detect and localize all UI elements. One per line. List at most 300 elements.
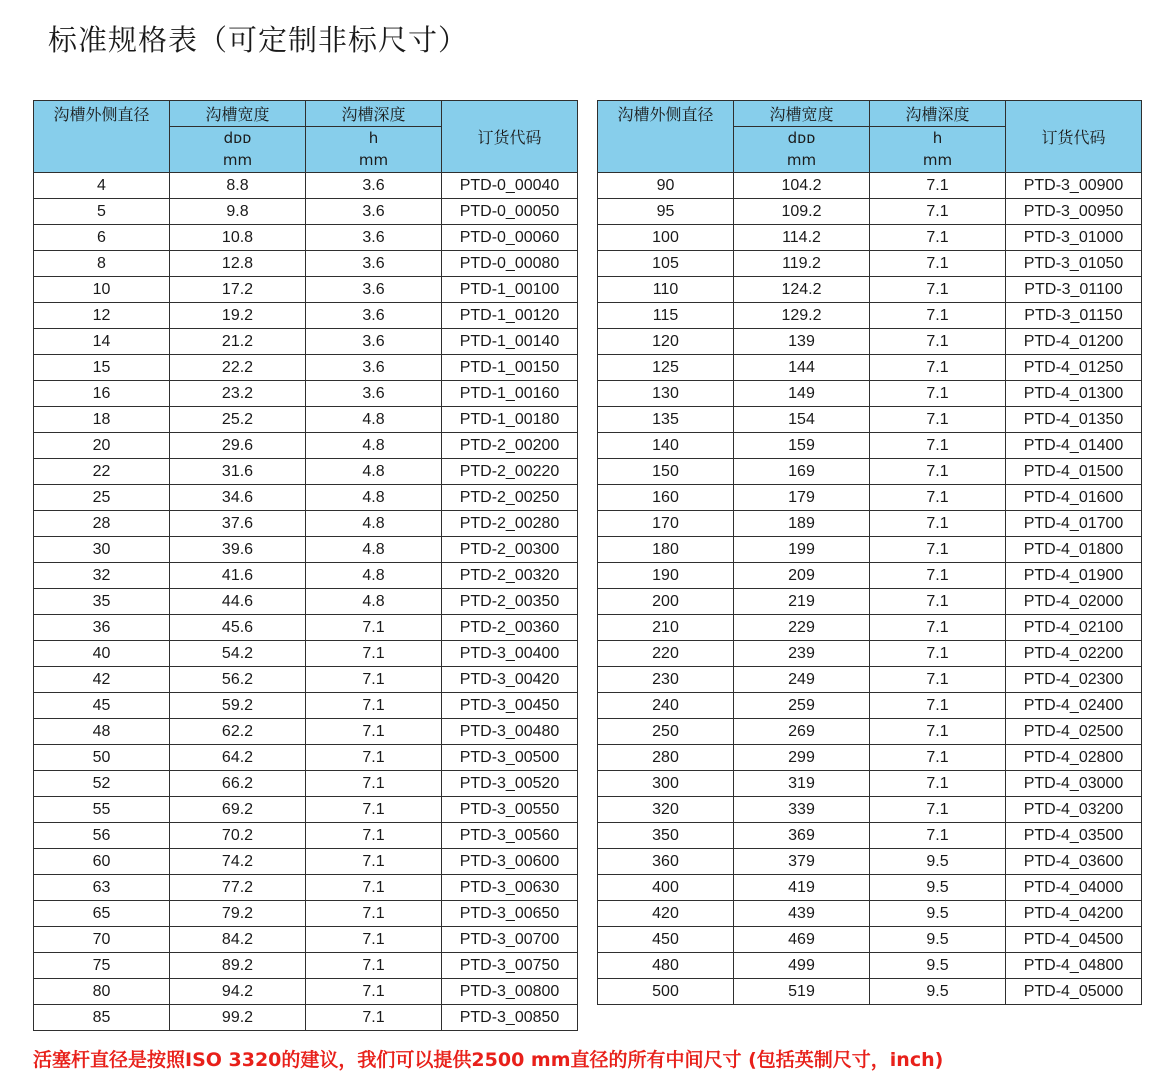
cell-outer-diameter: 55 — [34, 797, 170, 823]
cell-groove-depth: 7.1 — [870, 693, 1006, 719]
cell-outer-diameter: 110 — [598, 277, 734, 303]
spec-table-right — [597, 100, 1142, 1005]
cell-groove-depth: 7.1 — [306, 667, 442, 693]
table-row — [598, 277, 1142, 303]
cell-order-code: PTD-4_04500 — [1006, 927, 1142, 953]
cell-groove-width: 12.8 — [170, 251, 306, 277]
cell-groove-depth: 7.1 — [870, 745, 1006, 771]
cell-outer-diameter: 42 — [34, 667, 170, 693]
cell-groove-depth: 7.1 — [870, 485, 1006, 511]
cell-groove-depth: 9.5 — [870, 927, 1006, 953]
table-row — [34, 511, 578, 537]
cell-groove-depth: 3.6 — [306, 173, 442, 199]
cell-groove-width: 379 — [734, 849, 870, 875]
cell-groove-depth: 7.1 — [306, 823, 442, 849]
cell-groove-width: 239 — [734, 641, 870, 667]
cell-groove-depth: 7.1 — [870, 823, 1006, 849]
cell-order-code: PTD-0_00050 — [442, 199, 578, 225]
cell-order-code: PTD-3_00520 — [442, 771, 578, 797]
cell-groove-depth: 3.6 — [306, 381, 442, 407]
cell-outer-diameter: 48 — [34, 719, 170, 745]
cell-groove-depth: 7.1 — [306, 953, 442, 979]
cell-outer-diameter: 350 — [598, 823, 734, 849]
table-row — [34, 849, 578, 875]
cell-outer-diameter: 35 — [34, 589, 170, 615]
table-row — [598, 693, 1142, 719]
cell-order-code: PTD-1_00120 — [442, 303, 578, 329]
cell-outer-diameter: 400 — [598, 875, 734, 901]
table-row — [34, 641, 578, 667]
cell-outer-diameter: 25 — [34, 485, 170, 511]
table-row — [34, 797, 578, 823]
table-row — [598, 563, 1142, 589]
cell-order-code: PTD-2_00280 — [442, 511, 578, 537]
cell-groove-width: 499 — [734, 953, 870, 979]
table-row — [34, 719, 578, 745]
cell-outer-diameter: 360 — [598, 849, 734, 875]
header-depth-unit: mm — [870, 148, 1006, 173]
cell-groove-width: 45.6 — [170, 615, 306, 641]
header-width-symbol: dᴅᴅ — [170, 127, 306, 149]
cell-outer-diameter: 15 — [34, 355, 170, 381]
cell-groove-width: 199 — [734, 537, 870, 563]
cell-outer-diameter: 16 — [34, 381, 170, 407]
cell-outer-diameter: 150 — [598, 459, 734, 485]
cell-groove-width: 59.2 — [170, 693, 306, 719]
table-row — [34, 667, 578, 693]
cell-groove-width: 124.2 — [734, 277, 870, 303]
cell-groove-depth: 7.1 — [870, 589, 1006, 615]
cell-groove-depth: 4.8 — [306, 537, 442, 563]
header-outer-diameter: 沟槽外侧直径 — [34, 101, 170, 127]
cell-groove-width: 419 — [734, 875, 870, 901]
cell-groove-width: 99.2 — [170, 1005, 306, 1031]
cell-groove-depth: 4.8 — [306, 433, 442, 459]
cell-groove-width: 19.2 — [170, 303, 306, 329]
cell-groove-depth: 9.5 — [870, 875, 1006, 901]
cell-outer-diameter: 20 — [34, 433, 170, 459]
table-row — [598, 485, 1142, 511]
cell-order-code: PTD-4_02800 — [1006, 745, 1142, 771]
cell-order-code: PTD-4_02200 — [1006, 641, 1142, 667]
cell-groove-width: 89.2 — [170, 953, 306, 979]
table-row — [34, 979, 578, 1005]
cell-outer-diameter: 6 — [34, 225, 170, 251]
cell-order-code: PTD-4_03000 — [1006, 771, 1142, 797]
cell-order-code: PTD-2_00200 — [442, 433, 578, 459]
cell-groove-width: 64.2 — [170, 745, 306, 771]
cell-groove-width: 34.6 — [170, 485, 306, 511]
cell-outer-diameter: 85 — [34, 1005, 170, 1031]
table-row — [34, 1005, 578, 1031]
table-row — [34, 225, 578, 251]
cell-outer-diameter: 4 — [34, 173, 170, 199]
cell-order-code: PTD-3_00800 — [442, 979, 578, 1005]
cell-groove-depth: 7.1 — [306, 979, 442, 1005]
table-row — [34, 875, 578, 901]
cell-order-code: PTD-3_00650 — [442, 901, 578, 927]
cell-outer-diameter: 75 — [34, 953, 170, 979]
table-row — [598, 719, 1142, 745]
cell-outer-diameter: 480 — [598, 953, 734, 979]
cell-order-code: PTD-4_04200 — [1006, 901, 1142, 927]
table-row — [34, 927, 578, 953]
cell-groove-depth: 7.1 — [870, 771, 1006, 797]
cell-order-code: PTD-3_00560 — [442, 823, 578, 849]
cell-order-code: PTD-4_02000 — [1006, 589, 1142, 615]
cell-order-code: PTD-3_01050 — [1006, 251, 1142, 277]
cell-order-code: PTD-2_00350 — [442, 589, 578, 615]
header-blank — [34, 127, 170, 149]
cell-groove-depth: 3.6 — [306, 303, 442, 329]
table-row — [598, 511, 1142, 537]
cell-groove-depth: 7.1 — [306, 719, 442, 745]
cell-outer-diameter: 52 — [34, 771, 170, 797]
cell-groove-width: 22.2 — [170, 355, 306, 381]
cell-order-code: PTD-3_01150 — [1006, 303, 1142, 329]
cell-groove-width: 56.2 — [170, 667, 306, 693]
table-row — [598, 979, 1142, 1005]
spec-table-left — [33, 100, 578, 1031]
cell-order-code: PTD-4_01350 — [1006, 407, 1142, 433]
header-depth-symbol: h — [870, 127, 1006, 149]
cell-groove-depth: 9.5 — [870, 849, 1006, 875]
cell-outer-diameter: 130 — [598, 381, 734, 407]
header-order-code: 订货代码 — [442, 101, 578, 173]
cell-groove-width: 94.2 — [170, 979, 306, 1005]
table-row — [598, 303, 1142, 329]
cell-order-code: PTD-4_04000 — [1006, 875, 1142, 901]
cell-order-code: PTD-4_03200 — [1006, 797, 1142, 823]
header-blank — [34, 148, 170, 173]
cell-groove-depth: 7.1 — [306, 745, 442, 771]
cell-groove-width: 139 — [734, 329, 870, 355]
cell-groove-depth: 3.6 — [306, 355, 442, 381]
cell-groove-depth: 7.1 — [870, 719, 1006, 745]
header-groove-width: 沟槽宽度 — [734, 101, 870, 127]
cell-outer-diameter: 60 — [34, 849, 170, 875]
cell-outer-diameter: 8 — [34, 251, 170, 277]
cell-order-code: PTD-4_02300 — [1006, 667, 1142, 693]
cell-order-code: PTD-4_03500 — [1006, 823, 1142, 849]
cell-order-code: PTD-4_01800 — [1006, 537, 1142, 563]
cell-order-code: PTD-4_01250 — [1006, 355, 1142, 381]
cell-groove-width: 189 — [734, 511, 870, 537]
cell-groove-depth: 7.1 — [870, 355, 1006, 381]
cell-groove-depth: 7.1 — [306, 1005, 442, 1031]
cell-groove-width: 39.6 — [170, 537, 306, 563]
cell-groove-depth: 7.1 — [306, 901, 442, 927]
cell-outer-diameter: 10 — [34, 277, 170, 303]
table-row — [598, 641, 1142, 667]
cell-groove-width: 439 — [734, 901, 870, 927]
cell-groove-width: 169 — [734, 459, 870, 485]
cell-outer-diameter: 12 — [34, 303, 170, 329]
cell-outer-diameter: 90 — [598, 173, 734, 199]
cell-groove-width: 41.6 — [170, 563, 306, 589]
cell-groove-depth: 3.6 — [306, 199, 442, 225]
cell-order-code: PTD-4_05000 — [1006, 979, 1142, 1005]
table-row — [34, 823, 578, 849]
cell-order-code: PTD-2_00250 — [442, 485, 578, 511]
cell-groove-width: 339 — [734, 797, 870, 823]
cell-groove-depth: 7.1 — [870, 225, 1006, 251]
table-row — [598, 615, 1142, 641]
table-row — [34, 303, 578, 329]
cell-groove-width: 249 — [734, 667, 870, 693]
cell-groove-width: 69.2 — [170, 797, 306, 823]
page-title: 标准规格表（可定制非标尺寸） — [48, 23, 469, 57]
cell-groove-depth: 7.1 — [306, 615, 442, 641]
cell-outer-diameter: 135 — [598, 407, 734, 433]
cell-groove-width: 129.2 — [734, 303, 870, 329]
table-row — [34, 485, 578, 511]
cell-groove-depth: 7.1 — [870, 511, 1006, 537]
cell-groove-depth: 7.1 — [870, 329, 1006, 355]
cell-groove-width: 23.2 — [170, 381, 306, 407]
table-row — [598, 407, 1142, 433]
table-row — [598, 823, 1142, 849]
cell-groove-depth: 7.1 — [870, 199, 1006, 225]
cell-groove-depth: 9.5 — [870, 953, 1006, 979]
header-width-unit: mm — [170, 148, 306, 173]
cell-outer-diameter: 280 — [598, 745, 734, 771]
header-width-unit: mm — [734, 148, 870, 173]
cell-groove-width: 104.2 — [734, 173, 870, 199]
cell-groove-depth: 7.1 — [306, 849, 442, 875]
cell-groove-width: 219 — [734, 589, 870, 615]
table-row — [34, 407, 578, 433]
cell-order-code: PTD-3_00420 — [442, 667, 578, 693]
cell-outer-diameter: 18 — [34, 407, 170, 433]
cell-groove-depth: 7.1 — [306, 797, 442, 823]
cell-groove-width: 319 — [734, 771, 870, 797]
cell-groove-width: 66.2 — [170, 771, 306, 797]
header-groove-width: 沟槽宽度 — [170, 101, 306, 127]
cell-order-code: PTD-2_00360 — [442, 615, 578, 641]
table-row — [34, 745, 578, 771]
cell-groove-depth: 9.5 — [870, 979, 1006, 1005]
cell-groove-depth: 7.1 — [870, 667, 1006, 693]
cell-groove-depth: 7.1 — [870, 537, 1006, 563]
cell-outer-diameter: 45 — [34, 693, 170, 719]
cell-groove-width: 70.2 — [170, 823, 306, 849]
cell-groove-width: 37.6 — [170, 511, 306, 537]
table-row — [34, 459, 578, 485]
cell-order-code: PTD-4_01300 — [1006, 381, 1142, 407]
cell-groove-width: 369 — [734, 823, 870, 849]
cell-outer-diameter: 105 — [598, 251, 734, 277]
cell-order-code: PTD-3_01100 — [1006, 277, 1142, 303]
cell-outer-diameter: 220 — [598, 641, 734, 667]
cell-groove-width: 8.8 — [170, 173, 306, 199]
table-row — [598, 927, 1142, 953]
cell-groove-width: 31.6 — [170, 459, 306, 485]
cell-groove-width: 119.2 — [734, 251, 870, 277]
table-row — [34, 901, 578, 927]
cell-outer-diameter: 125 — [598, 355, 734, 381]
cell-groove-width: 9.8 — [170, 199, 306, 225]
cell-outer-diameter: 140 — [598, 433, 734, 459]
cell-outer-diameter: 63 — [34, 875, 170, 901]
cell-outer-diameter: 420 — [598, 901, 734, 927]
cell-order-code: PTD-3_00400 — [442, 641, 578, 667]
cell-order-code: PTD-3_00850 — [442, 1005, 578, 1031]
cell-groove-depth: 7.1 — [870, 251, 1006, 277]
cell-outer-diameter: 36 — [34, 615, 170, 641]
cell-groove-width: 179 — [734, 485, 870, 511]
table-row — [34, 277, 578, 303]
table-row — [34, 563, 578, 589]
cell-groove-depth: 4.8 — [306, 485, 442, 511]
cell-order-code: PTD-3_01000 — [1006, 225, 1142, 251]
table-row — [598, 329, 1142, 355]
cell-outer-diameter: 32 — [34, 563, 170, 589]
cell-groove-width: 77.2 — [170, 875, 306, 901]
cell-outer-diameter: 50 — [34, 745, 170, 771]
cell-outer-diameter: 300 — [598, 771, 734, 797]
cell-groove-width: 149 — [734, 381, 870, 407]
cell-groove-width: 21.2 — [170, 329, 306, 355]
table-row — [34, 251, 578, 277]
cell-groove-depth: 7.1 — [870, 615, 1006, 641]
cell-outer-diameter: 95 — [598, 199, 734, 225]
cell-outer-diameter: 5 — [34, 199, 170, 225]
table-row — [34, 953, 578, 979]
cell-order-code: PTD-0_00040 — [442, 173, 578, 199]
cell-groove-depth: 7.1 — [870, 277, 1006, 303]
cell-groove-depth: 7.1 — [870, 173, 1006, 199]
cell-order-code: PTD-4_01400 — [1006, 433, 1142, 459]
cell-outer-diameter: 14 — [34, 329, 170, 355]
cell-order-code: PTD-2_00300 — [442, 537, 578, 563]
cell-groove-depth: 3.6 — [306, 225, 442, 251]
table-row — [598, 849, 1142, 875]
cell-groove-width: 54.2 — [170, 641, 306, 667]
table-row — [34, 329, 578, 355]
cell-order-code: PTD-3_00500 — [442, 745, 578, 771]
table-row — [34, 693, 578, 719]
cell-outer-diameter: 250 — [598, 719, 734, 745]
cell-groove-width: 62.2 — [170, 719, 306, 745]
cell-outer-diameter: 180 — [598, 537, 734, 563]
table-row — [598, 251, 1142, 277]
cell-order-code: PTD-3_00900 — [1006, 173, 1142, 199]
cell-order-code: PTD-4_01500 — [1006, 459, 1142, 485]
cell-outer-diameter: 450 — [598, 927, 734, 953]
cell-groove-width: 154 — [734, 407, 870, 433]
cell-order-code: PTD-4_02400 — [1006, 693, 1142, 719]
cell-outer-diameter: 80 — [34, 979, 170, 1005]
cell-groove-depth: 4.8 — [306, 459, 442, 485]
cell-outer-diameter: 320 — [598, 797, 734, 823]
cell-outer-diameter: 30 — [34, 537, 170, 563]
table-row — [598, 381, 1142, 407]
cell-order-code: PTD-1_00100 — [442, 277, 578, 303]
cell-order-code: PTD-3_00950 — [1006, 199, 1142, 225]
table-row — [598, 797, 1142, 823]
cell-order-code: PTD-4_01600 — [1006, 485, 1142, 511]
table-row — [34, 589, 578, 615]
cell-groove-width: 299 — [734, 745, 870, 771]
cell-groove-width: 229 — [734, 615, 870, 641]
table-row — [598, 771, 1142, 797]
cell-order-code: PTD-4_02500 — [1006, 719, 1142, 745]
header-blank — [598, 127, 734, 149]
cell-order-code: PTD-3_00700 — [442, 927, 578, 953]
cell-outer-diameter: 70 — [34, 927, 170, 953]
cell-order-code: PTD-3_00450 — [442, 693, 578, 719]
table-row — [598, 199, 1142, 225]
cell-groove-width: 25.2 — [170, 407, 306, 433]
header-groove-depth: 沟槽深度 — [870, 101, 1006, 127]
cell-outer-diameter: 100 — [598, 225, 734, 251]
header-outer-diameter: 沟槽外侧直径 — [598, 101, 734, 127]
cell-groove-depth: 3.6 — [306, 251, 442, 277]
table-row — [598, 901, 1142, 927]
header-depth-symbol: h — [306, 127, 442, 149]
cell-groove-depth: 4.8 — [306, 589, 442, 615]
cell-groove-width: 79.2 — [170, 901, 306, 927]
cell-order-code: PTD-2_00220 — [442, 459, 578, 485]
cell-order-code: PTD-3_00480 — [442, 719, 578, 745]
cell-groove-depth: 7.1 — [306, 693, 442, 719]
cell-outer-diameter: 56 — [34, 823, 170, 849]
cell-outer-diameter: 65 — [34, 901, 170, 927]
cell-order-code: PTD-4_01200 — [1006, 329, 1142, 355]
table-row — [598, 355, 1142, 381]
cell-groove-depth: 4.8 — [306, 511, 442, 537]
cell-groove-width: 17.2 — [170, 277, 306, 303]
cell-groove-depth: 7.1 — [306, 927, 442, 953]
cell-groove-width: 84.2 — [170, 927, 306, 953]
cell-groove-width: 519 — [734, 979, 870, 1005]
table-row — [598, 537, 1142, 563]
cell-groove-depth: 7.1 — [306, 641, 442, 667]
cell-order-code: PTD-3_00750 — [442, 953, 578, 979]
cell-groove-depth: 7.1 — [306, 875, 442, 901]
cell-groove-width: 209 — [734, 563, 870, 589]
cell-groove-width: 74.2 — [170, 849, 306, 875]
table-row — [598, 953, 1142, 979]
cell-outer-diameter: 190 — [598, 563, 734, 589]
header-order-code: 订货代码 — [1006, 101, 1142, 173]
cell-groove-width: 259 — [734, 693, 870, 719]
table-row — [598, 173, 1142, 199]
table-row — [34, 355, 578, 381]
cell-groove-depth: 7.1 — [870, 641, 1006, 667]
cell-outer-diameter: 120 — [598, 329, 734, 355]
cell-groove-depth: 3.6 — [306, 277, 442, 303]
cell-outer-diameter: 240 — [598, 693, 734, 719]
cell-groove-width: 269 — [734, 719, 870, 745]
cell-outer-diameter: 230 — [598, 667, 734, 693]
cell-groove-depth: 3.6 — [306, 329, 442, 355]
cell-groove-depth: 7.1 — [306, 771, 442, 797]
cell-outer-diameter: 40 — [34, 641, 170, 667]
cell-groove-depth: 7.1 — [870, 433, 1006, 459]
cell-order-code: PTD-0_00080 — [442, 251, 578, 277]
cell-groove-depth: 9.5 — [870, 901, 1006, 927]
cell-outer-diameter: 22 — [34, 459, 170, 485]
cell-order-code: PTD-3_00600 — [442, 849, 578, 875]
footnote: 活塞杆直径是按照ISO 3320的建议，我们可以提供2500 mm直径的所有中间尺寸 (包括英制尺寸，inch) — [33, 1049, 944, 1071]
header-groove-depth: 沟槽深度 — [306, 101, 442, 127]
table-row — [598, 589, 1142, 615]
cell-groove-width: 114.2 — [734, 225, 870, 251]
table-row — [34, 199, 578, 225]
header-width-symbol: dᴅᴅ — [734, 127, 870, 149]
